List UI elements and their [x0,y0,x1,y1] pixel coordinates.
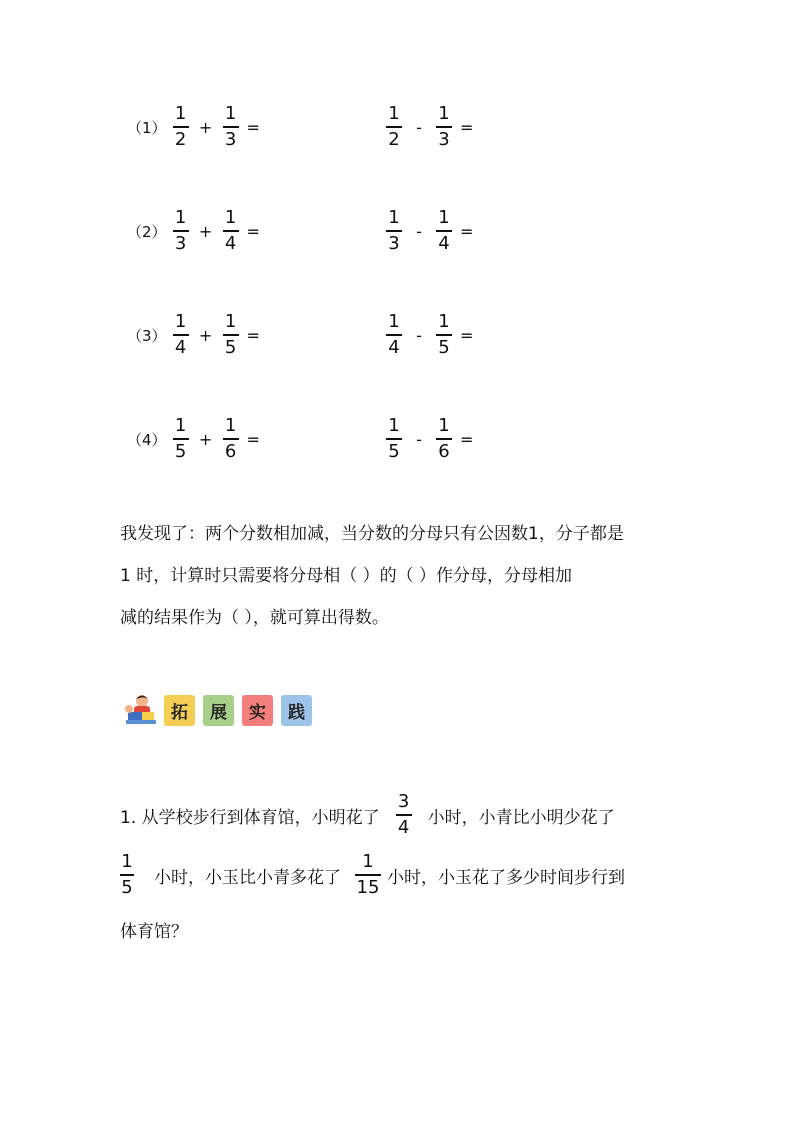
denominator: 3 [388,232,400,254]
fraction [171,104,191,149]
fraction [171,312,191,357]
finding-paragraph [120,513,680,639]
fraction-bar [436,334,452,335]
equals-sign: = [246,221,260,241]
section-char-tag: 践 [281,695,312,726]
denominator: 3 [224,128,237,150]
section-char-tag: 展 [203,695,234,726]
fraction-bar [386,334,402,335]
problem-text: 1. 从学校步行到体育馆，小明花了 [120,807,380,828]
problem-line [120,845,625,905]
finding-line: 1 时，计算时只需要将分母相（ ）的（ ）作分母，分母相加 [120,566,573,586]
numerator: 1 [388,207,400,229]
numerator: 1 [224,207,237,229]
fraction-bar [386,230,402,231]
numerator: 3 [397,791,410,813]
finding-line: 我发现了：两个分数相加减，当分数的分母只有公因数1，分子都是 [120,524,624,544]
fraction [221,104,241,149]
numerator: 1 [362,851,374,873]
fraction [384,312,404,357]
fraction-bar [436,438,452,439]
denominator: 5 [438,336,450,358]
exercise-row-2 [0,201,794,261]
numerator: 1 [224,103,237,125]
denominator: 6 [224,440,237,462]
fraction-bar [436,126,452,127]
numerator: 1 [388,103,400,125]
denominator: 5 [388,440,400,462]
fraction [384,416,404,461]
fraction-bar [386,126,402,127]
minus-sign: - [416,117,422,137]
fraction-bar [396,814,412,815]
addition-expression [127,97,260,157]
equals-sign: = [246,117,260,137]
addition-expression [127,409,260,469]
fraction [384,104,404,149]
denominator: 5 [121,876,133,898]
fraction-bar [173,438,189,439]
fraction-bar [223,126,239,127]
plus-sign: + [198,429,213,449]
exercise-row-3 [0,305,794,365]
exercise-row-4 [0,409,794,469]
numerator: 1 [174,311,187,333]
denominator: 5 [174,440,187,462]
numerator: 1 [174,103,187,125]
subtraction-expression [384,97,473,157]
plus-sign: + [198,117,213,137]
denominator: 4 [397,816,410,838]
exercise-label: （1） [127,118,167,137]
minus-sign: - [416,221,422,241]
equals-sign: = [460,221,474,241]
fraction [120,852,134,897]
problem-line [120,899,188,959]
fraction [434,312,454,357]
fraction [221,312,241,357]
section-char-tag: 实 [242,695,273,726]
denominator: 4 [438,232,450,254]
denominator: 3 [174,232,187,254]
fraction [384,208,404,253]
minus-sign: - [416,325,422,345]
problem-text: 小时，小玉比小青多花了 [154,867,341,888]
section-char-tag: 拓 [164,695,195,726]
denominator: 2 [388,128,400,150]
fraction [396,792,412,837]
fraction-bar [223,438,239,439]
fraction [355,852,381,897]
equals-sign: = [246,429,260,449]
numerator: 1 [224,415,237,437]
subtraction-expression [384,201,473,261]
fraction-bar [355,874,381,875]
exercise-row-1 [0,97,794,157]
fraction [434,208,454,253]
numerator: 1 [438,207,450,229]
addition-expression [127,201,260,261]
fraction [171,416,191,461]
fraction-bar [120,874,134,875]
fraction-bar [173,334,189,335]
denominator: 5 [224,336,237,358]
denominator: 6 [438,440,450,462]
section-header-expand-practice [122,692,320,728]
fraction-bar [223,230,239,231]
fraction [434,416,454,461]
reading-child-icon [122,692,158,728]
denominator: 4 [174,336,187,358]
numerator: 1 [174,207,187,229]
numerator: 1 [121,851,133,873]
exercise-label: （2） [127,222,167,241]
numerator: 1 [224,311,237,333]
numerator: 1 [438,103,450,125]
equals-sign: = [460,117,474,137]
problem-text: 体育馆？ [120,921,188,942]
denominator: 4 [224,232,237,254]
fraction [171,208,191,253]
numerator: 1 [388,311,400,333]
denominator: 15 [356,876,380,898]
plus-sign: + [198,221,213,241]
fraction-bar [223,334,239,335]
numerator: 1 [388,415,400,437]
subtraction-expression [384,409,473,469]
denominator: 3 [438,128,450,150]
numerator: 1 [438,415,450,437]
addition-expression [127,305,260,365]
problem-line [120,785,615,845]
fraction-bar [386,438,402,439]
numerator: 1 [438,311,450,333]
fraction-bar [173,126,189,127]
problem-text: 小时，小青比小明少花了 [427,807,615,828]
denominator: 2 [174,128,187,150]
numerator: 1 [174,415,187,437]
equals-sign: = [460,429,474,449]
denominator: 4 [388,336,400,358]
subtraction-expression [384,305,473,365]
fraction [434,104,454,149]
fraction-bar [173,230,189,231]
minus-sign: - [416,429,422,449]
equals-sign: = [246,325,260,345]
plus-sign: + [198,325,213,345]
problem-text: 小时，小玉花了多少时间步行到 [387,867,625,888]
equals-sign: = [460,325,474,345]
exercise-label: （4） [127,430,167,449]
fraction-bar [436,230,452,231]
fraction [221,416,241,461]
finding-line: 减的结果作为（ ），就可算出得数。 [120,608,389,628]
exercise-label: （3） [127,326,167,345]
fraction [221,208,241,253]
